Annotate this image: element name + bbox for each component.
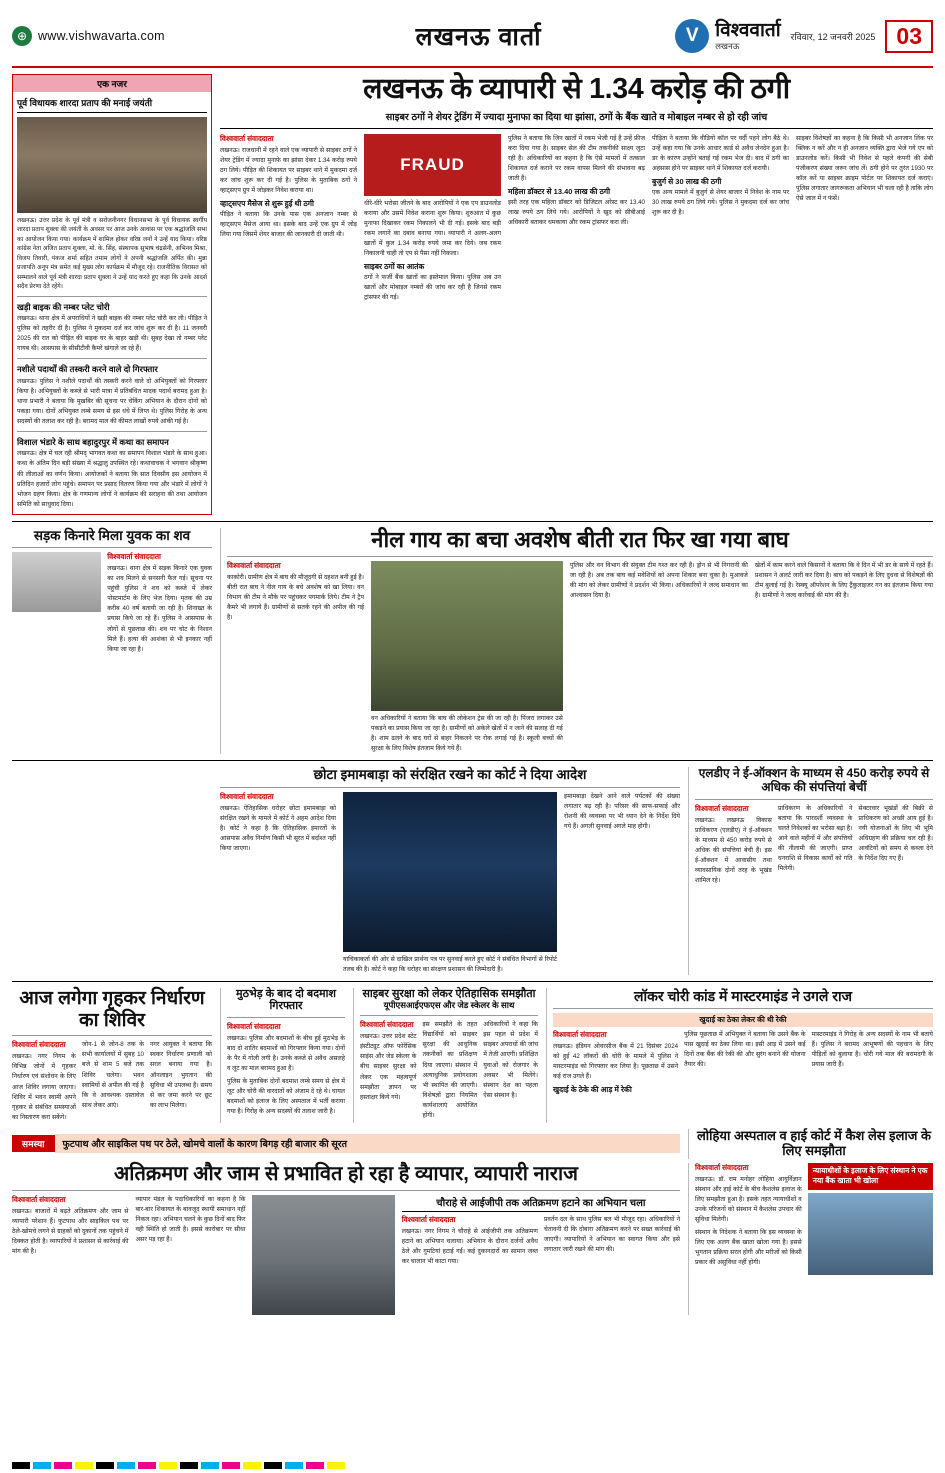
list-item	[17, 302, 207, 355]
paragraph: पुलिस पूछताछ में अभियुक्त ने बताया कि उसने बैंक के पास खुदाई का ठेका लिया था। इसी आड़ में उसने कई दिनों तक बैंक की रेकी की और सुरंग बनाने की योजना तैयार की।	[684, 1030, 806, 1068]
mumbhed-headline: मुठभेड़ के बाद दो बदमाश गिरफ्तार	[236, 987, 336, 1013]
paragraph: पुलिस ने बताया कि जिन खातों में रकम भेजी गई है उन्हें फ्रीज करा दिया गया है। साइबर सेल की टीम तकनीकी साक्ष्य जुटा रही है। अधिकारियों का कहना है कि ऐसे मामलों में तत्काल शिकायत दर्ज कराने पर रकम वापस मिलने की संभावना बढ़ जाती है।	[508, 134, 645, 183]
paragraph: लखनऊ। डॉ. राम मनोहर लोहिया आयुर्विज्ञान संस्थान और हाई कोर्ट के बीच कैशलेस इलाज के लिए समझौता हुआ है। इसके तहत न्यायाधीशों व उनके परिजनों को संस्थान में कैशलेस उपचार की सुविधा मिलेगी।	[695, 1175, 802, 1223]
paragraph: धीरे-धीरे भरोसा जीतने के बाद आरोपियों ने एक एप डाउनलोड कराया और उसमें निवेश कराना शुरू किया। शुरुआत में कुछ मुनाफा दिखाकर रकम निकालने भी दी गई। इसके बाद बड़ी रकम लगाने का दबाव बनाया गया। व्यापारी ने अलग-अलग खातों में कुल 1.34 करोड़ रुपये जमा कर दिये। जब रकम निकालनी चाही तो एप से पैसा नहीं निकला।	[364, 199, 501, 258]
lead-col-1	[220, 134, 357, 303]
globe-icon: ⊕	[12, 26, 32, 46]
section-title: लखनऊ वार्ता	[415, 23, 542, 51]
shav-headline: सड़क किनारे मिला युवक का शव	[33, 527, 191, 543]
forest-team-photo	[371, 561, 563, 711]
byline: विश्ववार्ता संवाददाता	[220, 791, 274, 801]
lead-col-2	[364, 134, 501, 303]
byline: विश्ववार्ता संवाददाता	[553, 1029, 607, 1039]
lohia-story	[688, 1163, 933, 1315]
ek-nazar-column	[12, 74, 212, 515]
lead-subheadline: साइबर ठगों ने शेयर ट्रेडिंग में ज्यादा मुनाफा का दिया था झांसा, ठगों के बैंक खाते व मोबाइल नम्बर से हो रही जांच	[385, 111, 768, 123]
lead-columns	[220, 134, 933, 303]
samasya-tagline: फुटपाथ और साइकिल पथ पर ठेले, खोमचे वालों के कारण बिगड़ रही बाजार की सूरत	[55, 1134, 680, 1153]
masthead	[12, 10, 933, 68]
paragraph: लखनऊ। नगर निगम ने चौराहे से आईजीपी तक अतिक्रमण हटाने का अभियान चलाया। अभियान के दौरान दर्जनों अवैध ठेले और गुमटियां हटाई गईं। कई दुकानदारों का सामान जब्त कर चालान भी काटा गया।	[401, 1227, 538, 1265]
tiger-story	[220, 528, 933, 754]
byline: विश्ववार्ता संवाददाता	[360, 1020, 414, 1030]
traffic-photo	[252, 1195, 394, 1315]
lda-story	[688, 767, 933, 975]
item-text: लखनऊ। क्षेत्र में चल रही श्रीमद् भागवत कथा का समापन विशाल भंडारे के साथ हुआ। कथा के अंतिम दिन बड़ी संख्या में श्रद्धालु उपस्थित रहे। कथावाचक ने भगवान श्रीकृष्ण की लीलाओं का वर्णन किया। आयोजकों ने बताया कि सात दिवसीय इस आयोजन में प्रतिदिन हजारों लोग पहुंचे। समापन पर प्रसाद वितरण किया गया और भंडारे में लोगों ने भोजन ग्रहण किया। क्षेत्र के गणमान्य लोगों ने कार्यक्रम की सराहना की तथा आयोजन समिति को साधुवाद दिया।	[17, 450, 207, 508]
paragraph: प्रवर्तन दल के साथ पुलिस बल भी मौजूद रहा। अधिकारियों ने चेतावनी दी कि दोबारा अतिक्रमण करने पर सख्त कार्रवाई की जाएगी। व्यापारियों ने अभियान का स्वागत किया और इसे लगातार जारी रखने की मांग की।	[543, 1215, 680, 1253]
byline: विश्ववार्ता संवाददाता	[227, 560, 281, 570]
cyber-mou-subheadline: यूपीएसआईएफएस और जेड स्केलर के साथ	[383, 1000, 515, 1011]
cyber-mou-story	[353, 988, 538, 1123]
grihkar-headline: आज लगेगा गृहकर निर्धारण का शिविर	[19, 987, 205, 1031]
top-section	[12, 74, 933, 515]
paragraph: ठगों ने फर्जी बैंक खातों का इस्तेमाल किया। पुलिस अब उन खातों और मोबाइल नम्बरों की जांच कर रही है जिनसे रकम ट्रांसफर की गई।	[364, 274, 501, 302]
masthead-brand	[675, 19, 933, 53]
paragraph: एक अन्य मामले में बुजुर्ग से शेयर बाजार में निवेश के नाम पर 30 लाख रुपये ठग लिये गये। पुलिस ने मुकदमा दर्ज कर जांच शुरू कर दी है।	[652, 189, 789, 217]
paragraph: लखनऊ। इंडियन ओवरसीज बैंक में 21 दिसंबर 2024 को हुई 42 लॉकरों की चोरी के मामले में पुलिस ने मास्टरमाइंड को गिरफ्तार कर लिया है। पूछताछ में उसने कई राज उगले हैं।	[553, 1042, 679, 1080]
lower-section	[12, 988, 933, 1123]
mumbhed-story	[220, 988, 345, 1123]
photo-caption: लखनऊ। उत्तर प्रदेश के पूर्व मंत्री व सरोजनीनगर विधानसभा के पूर्व विधायक स्वर्गीय शारदा प्रताप शुक्ला की जयंती के अवसर पर आज उनके आवास पर एक श्रद्धांजलि सभा का आयोजन किया गया। कार्यक्रम में शामिल होकर वरिष्ठ जनों ने उन्हें याद किया। वरिष्ठ कांग्रेस नेता अजित प्रताप शुक्ला, मो. के. सिंह, संस्थापक सुभाष चंद्रसेनी, अभिनव मिश्रा, विजय तिवारी, पंकज शर्मा सहित तमाम लोगों ने अपनी श्रद्धांजलि अर्पित की। मुन्ना प्रजापति अनूप मंत्र समेत कई मुख्य लोग कार्यक्रम में मौजूद रहे। राजनीतिक विरासत को सम्भालने वाले पूर्व मंत्री शारदा प्रताप शुक्ला ने उन्हें याद करते हुए कहा कि उनके आदर्श सदैव प्रेरणा देते रहेंगे।	[17, 217, 207, 291]
lohia-headline: लोहिया अस्पताल व हाई कोर्ट में कैश लेस इलाज के लिए समझौता	[696, 1127, 931, 1158]
locker-story	[546, 988, 933, 1123]
sub-headline: व्हाट्सएप मैसेज से शुरू हुई थी ठगी	[220, 199, 314, 209]
cmyk-registration-bar	[12, 1462, 345, 1469]
brand-name: विश्ववार्ता	[715, 19, 781, 41]
paragraph: संस्थान के निदेशक ने बताया कि इस व्यवस्था के लिए एक अलग बैंक खाता खोला गया है। इससे भुगतान प्रक्रिया सरल होगी और मरीजों को किसी प्रकार की असुविधा नहीं होगी।	[695, 1228, 802, 1266]
website-url[interactable]: www.vishwavarta.com	[38, 29, 165, 43]
masthead-website[interactable]	[12, 26, 282, 46]
fraud-image: FRAUD	[364, 134, 501, 196]
item-headline: खड़ी बाइक की नम्बर प्लेट चोरी	[17, 301, 110, 312]
paragraph: पुलिस और वन विभाग की संयुक्त टीम गश्त कर रही है। ड्रोन से भी निगरानी की जा रही है। अब तक बाघ कई मवेशियों को अपना शिकार बना चुका है। मुआवजे की मांग को लेकर ग्रामीणों ने प्रदर्शन भी किया। अधिकारियों ने जल्द समाधान का आश्वासन दिया है।	[569, 561, 748, 600]
samasya-band	[12, 1129, 933, 1159]
sub-headline: महिला डॉक्टर से 13.40 लाख की ठगी	[508, 187, 611, 197]
tiger-headline: नील गाय का बचा अवशेष बीती रात फिर खा गया बाघ	[371, 526, 789, 552]
paragraph: नगर आयुक्त ने बताया कि स्वकर निर्धारण प्रणाली को सरल बनाया गया है। ऑनलाइन भुगतान की सुविधा भी उपलब्ध है। समय से कर जमा करने पर छूट का लाभ मिलेगा।	[149, 1041, 213, 1109]
paragraph: लखनऊ। राजधानी में रहने वाले एक व्यापारी से साइबर ठगों ने शेयर ट्रेडिंग में ज्यादा मुनाफे का झांसा देकर 1.34 करोड़ रुपये ठग लिये। पीड़ित की शिकायत पर साइबर थाने में मुकदमा दर्ज कर जांच शुरू कर दी गई है। पुलिस के मुताबिक ठगों ने व्हाट्सएप ग्रुप में जोड़कर निवेश कराया था।	[220, 146, 357, 195]
paragraph: काकोरी। ग्रामीण क्षेत्र में बाघ की मौजूदगी से दहशत बनी हुई है। बीती रात बाघ ने नील गाय के बचे अवशेष को खा लिया। वन विभाग की टीम ने मौके पर पहुंचकर पगमार्क लिये। टीम ने ट्रैप कैमरे भी लगाये हैं। ग्रामीणों से सतर्क रहने की अपील की गई है।	[227, 573, 364, 622]
chauraha-headline: चौराहे से आईजीपी तक अतिक्रमण हटाने का अभियान चला	[402, 1195, 680, 1212]
paragraph: इसी तरह एक महिला डॉक्टर को डिजिटल अरेस्ट कर 13.40 लाख रुपये ठग लिये गये। आरोपियों ने खुद को सीबीआई अधिकारी बताकर धमकाया और रकम ट्रांसफर करा ली।	[508, 199, 645, 227]
page-number: 03	[885, 20, 933, 53]
locker-highlight: खुदाई का ठेका लेकर की थी रेकी	[553, 1013, 933, 1027]
grihkar-story	[12, 988, 212, 1123]
item-headline: नशीले पदार्थों की तस्करी करने वाले दो गिरफ्तार	[17, 364, 158, 375]
nilgai-section	[12, 528, 933, 754]
paragraph: इमामबाड़ा देखने आने वाले पर्यटकों की संख्या लगातार बढ़ रही है। परिसर की साफ-सफाई और रोशनी की व्यवस्था पर भी ध्यान देने के निर्देश दिये गये हैं। अगली सुनवाई अगले माह होगी।	[564, 792, 680, 830]
paragraph: व्यापार मंडल के पदाधिकारियों का कहना है कि बार-बार शिकायत के बावजूद स्थायी समाधान नहीं निकल रहा। अभियान चलने के कुछ दिनों बाद फिर वही स्थिति हो जाती है। इससे कारोबार पर सीधा असर पड़ रहा है।	[135, 1195, 246, 1243]
cyber-mou-headline: साइबर सुरक्षा को लेकर ऐतिहासिक समझौता	[362, 987, 536, 1000]
item-text: लखनऊ। पुलिस ने नशीले पदार्थों की तस्करी करने वाले दो अभियुक्तों को गिरफ्तार किया है। अभियुक्तों के कब्जे से भारी मात्रा में प्रतिबंधित मादक पदार्थ बरामद हुआ है। थाना प्रभारी ने बताया कि मुखबिर की सूचना पर चेकिंग अभियान के दौरान दोनों को पकड़ा गया। दोनों अभियुक्त लम्बे समय से इस धंधे में लिप्त थे। पुलिस गिरोह के अन्य सदस्यों की तलाश कर रही है। बरामद माल की कीमत लाखों रुपये आंकी गई है।	[17, 377, 207, 425]
paragraph: वन अधिकारियों ने बताया कि बाघ की लोकेशन ट्रेस की जा रही है। पिंजरा लगाकर उसे पकड़ने का प्रयास किया जा रहा है। ग्रामीणों को अकेले खेतों में न जाने की सलाह दी गई है। शाम ढलने के बाद घरों से बाहर निकलने पर रोक लगाई गई है। स्कूली बच्चों की सुरक्षा के लिए विशेष इंतजाम किये गये हैं।	[371, 714, 563, 753]
paragraph: लखनऊ। उत्तर प्रदेश स्टेट इंस्टीट्यूट ऑफ फोरेंसिक साइंस और जेड स्केलर के बीच साइबर सुरक्षा को लेकर एक महत्वपूर्ण समझौता ज्ञापन पर हस्ताक्षर किये गये।	[360, 1033, 417, 1101]
atikraman-story	[12, 1163, 680, 1315]
paragraph: पीड़ित ने बताया कि उनके पास एक अनजान नम्बर से व्हाट्सएप मैसेज आया था। इसके बाद उन्हें एक ग्रुप में जोड़ लिया गया जिसमें शेयर बाजार की जानकारी दी जाती थी।	[220, 211, 357, 239]
ek-nazar-box	[12, 74, 212, 515]
lead-col-5	[796, 134, 933, 303]
sub-headline: खुदाई के ठेके की आड़ में रेकी	[553, 1084, 632, 1094]
brand-city: लखनऊ	[715, 40, 740, 51]
paragraph: पीड़िता ने बताया कि वीडियो कॉल पर वर्दी पहने लोग बैठे थे। उन्हें कहा गया कि उनके आधार कार्ड से अवैध लेनदेन हुआ है। डर के कारण उन्होंने बताई गई रकम भेज दी। बाद में ठगी का अहसास होने पर साइबर थाने में शिकायत दर्ज करायी।	[652, 134, 789, 173]
grihkar-placeholder	[12, 767, 212, 975]
shardha-pratap-photo	[17, 117, 207, 213]
locker-headline: लॉकर चोरी कांड में मास्टरमाइंड ने उगले राज	[633, 987, 853, 1004]
middle-section	[12, 767, 933, 975]
shav-story	[12, 528, 212, 754]
sub-headline: साइबर ठगों का आतंक	[364, 262, 425, 272]
list-item	[17, 364, 207, 427]
byline: विश्ववार्ता संवाददाता	[12, 1040, 66, 1050]
paragraph: जोन-1 से जोन-8 तक के सभी कार्यालयों में सुबह 10 बजे से शाम 5 बजे तक शिविर चलेगा। भवन स्वामियों से अपील की गई है कि वे आवश्यक दस्तावेज साथ लेकर आएं।	[81, 1041, 144, 1109]
paragraph: मास्टरमाइंड ने गिरोह के अन्य सदस्यों के नाम भी बताये हैं। पुलिस ने बरामद आभूषणों की पहचान के लिए पीड़ितों को बुलाया है। चोरी गये माल की बरामदगी के प्रयास जारी हैं।	[811, 1030, 933, 1068]
paragraph: प्राधिकरण के अधिकारियों ने बताया कि पारदर्शी व्यवस्था के चलते निवेशकों का भरोसा बढ़ा है। आने वाले महीनों में और संपत्तियों की नीलामी की जाएगी। प्राप्त धनराशि से विकास कार्यों को गति मिलेगी।	[777, 804, 853, 872]
item-headline: विशाल भंडारे के साथ बहादुरपुर में कथा का समापन	[17, 436, 169, 447]
atikraman-headline: अतिक्रमण और जाम से प्रभावित हो रहा है व्यापार, व्यापारी नाराज	[114, 1162, 578, 1185]
sub-headline: बुजुर्ग से 30 लाख की ठगी	[652, 177, 722, 187]
paragraph: याचिकाकर्ता की ओर से दाखिल प्रार्थना पत्र पर सुनवाई करते हुए कोर्ट ने संबंधित विभागों से रिपोर्ट तलब की है। कोर्ट ने कहा कि धरोहर का संरक्षण प्रशासन की जिम्मेदारी है।	[342, 955, 558, 973]
list-item	[17, 437, 207, 510]
paragraph: खेतों में काम करने वाले किसानों ने बताया कि वे दिन में भी डर के साये में रहते हैं। प्रशासन ने अलर्ट जारी कर दिया है। बाघ को पकड़ने के लिए दुधवा से विशेषज्ञों की टीम बुलाई गई है। रेस्क्यू ऑपरेशन के लिए ट्रैंकुलाइजर गन का इंतजाम किया गया है। ग्रामीणों ने जल्द कार्रवाई की मांग की है।	[754, 561, 933, 600]
lead-col-4	[652, 134, 789, 303]
byline: विश्ववार्ता संवाददाता	[107, 552, 161, 562]
paragraph: पुलिस के मुताबिक दोनों बदमाश लम्बे समय से क्षेत्र में लूट और चोरी की वारदातों को अंजाम दे रहे थे। घायल बदमाशों को इलाज के लिए अस्पताल में भर्ती कराया गया है। गिरोह के अन्य सदस्यों की तलाश जारी है।	[227, 1078, 345, 1116]
bottom-section	[12, 1163, 933, 1315]
lda-headline: एलडीए ने ई-ऑक्शन के माध्यम से 450 करोड़ रुपये से अधिक की संपत्तियां बेचीं	[698, 766, 930, 794]
ek-nazar-tag: एक नजर	[13, 75, 211, 92]
byline: विश्ववार्ता संवाददाता	[220, 133, 274, 143]
imambara-headline: छोटा इमामबाड़ा को संरक्षित रखने का कोर्ट ने दिया आदेश	[313, 767, 587, 783]
paragraph: लखनऊ। लखनऊ विकास प्राधिकरण (एलडीए) ने ई-ऑक्शन के माध्यम से 450 करोड़ रुपये से अधिक की संपत्तियां बेची हैं। इस ई-ऑक्शन में आवासीय तथा व्यावसायिक दोनों तरह के भूखंड शामिल रहे।	[695, 816, 772, 884]
paragraph: अधिकारियों ने कहा कि इस पहल से प्रदेश में साइबर अपराधों की जांच में तेजी आएगी। प्रशिक्षित युवाओं को रोजगार के अवसर भी मिलेंगे। संस्थान देश का पहला ऐसा संस्थान है।	[483, 1021, 538, 1099]
byline: विश्ववार्ता संवाददाता	[12, 1194, 66, 1204]
brand	[675, 19, 780, 53]
lohia-box-text: न्यायाधीशों के इलाज के लिए संस्थान ने एक नया बैंक खाता भी खोला	[808, 1163, 933, 1190]
bank-building-photo	[808, 1193, 933, 1275]
byline: विश्ववार्ता संवाददाता	[401, 1214, 456, 1224]
lead-headline: लखनऊ के व्यापारी से 1.34 करोड़ की ठगी	[363, 73, 790, 105]
ek-nazar-headline: पूर्व विधायक शारदा प्रताप की मनाई जयंती	[17, 96, 207, 113]
byline: विश्ववार्ता संवाददाता	[695, 803, 749, 813]
imambara-story	[220, 767, 680, 975]
imambara-photo	[343, 792, 557, 952]
paragraph: लखनऊ। थाना क्षेत्र में सड़क किनारे एक युवक का शव मिलने से सनसनी फैल गई। सूचना पर पहुंची पुलिस ने शव को कब्जे में लेकर पोस्टमार्टम के लिए भेज दिया। मृतक की उम्र करीब 40 वर्ष बतायी जा रही है। शिनाख्त के प्रयास किये जा रहे हैं। पुलिस ने आसपास के लोगों से पूछताछ की। शव पर चोट के निशान मिले हैं। हत्या की आशंका से भी इनकार नहीं किया जा रहा है।	[107, 565, 212, 653]
paragraph: लखनऊ। नगर निगम के विभिन्न जोनों में गृहकर निर्धारण एवं संशोधन के लिए आज शिविर लगाया जाएगा। शिविर में भवन स्वामी अपने गृहकर से संबंधित समस्याओं का निस्तारण करा सकेंगे।	[12, 1053, 76, 1121]
vishwavarta-logo-icon: V	[675, 19, 709, 53]
issue-date: रविवार, 12 जनवरी 2025	[790, 31, 876, 42]
body-photo	[12, 552, 101, 612]
paragraph: सेक्टरवार भूखंडों की बिक्री से प्राधिकरण को अच्छी आय हुई है। नयी योजनाओं के लिए भी भूमि अधिग्रहण की प्रक्रिया चल रही है। आवंटियों को समय से कब्जा देने के निर्देश दिए गए हैं।	[858, 804, 933, 862]
paragraph: लखनऊ। पुलिस और बदमाशों के बीच हुई मुठभेड़ के बाद दो शातिर बदमाशों को गिरफ्तार किया गया। दोनों के पैर में गोली लगी है। उनके कब्जे से अवैध असलहे व लूट का माल बरामद हुआ है।	[227, 1034, 345, 1073]
lead-story	[220, 74, 933, 515]
byline: विश्ववार्ता संवाददाता	[227, 1021, 281, 1031]
paragraph: लखनऊ। बाजारों में बढ़ते अतिक्रमण और जाम से व्यापारी परेशान हैं। फुटपाथ और साइकिल पथ पर ठेले-खोमचे लगने से ग्राहकों को दुकानों तक पहुंचने में दिक्कत होती है। व्यापारियों ने प्रशासन से कार्रवाई की मांग की है।	[12, 1207, 129, 1255]
paragraph: इस समझौते के तहत विद्यार्थियों को साइबर सुरक्षा की आधुनिक तकनीकों का प्रशिक्षण दिया जाएगा। संस्थान में अत्याधुनिक प्रयोगशाला भी स्थापित की जाएगी। विशेषज्ञों द्वारा नियमित कार्यशालाएं आयोजित होंगी।	[422, 1021, 478, 1119]
samasya-tag: समस्या	[12, 1135, 55, 1152]
lead-col-3	[508, 134, 645, 303]
item-text: लखनऊ। थाना क्षेत्र में अपराधियों ने खड़ी बाइक की नम्बर प्लेट चोरी कर ली। पीड़ित ने पुलिस को तहरीर दी है। पुलिस ने मुकदमा दर्ज कर जांच शुरू कर दी है। 11 जनवरी 2025 की रात को पीड़ित की बाइक घर के बाहर खड़ी थी। सुबह देखा तो नम्बर प्लेट गायब थी। आसपास के सीसीटीवी कैमरे खंगाले जा रहे हैं।	[17, 315, 207, 353]
byline: विश्ववार्ता संवाददाता	[695, 1162, 749, 1172]
paragraph: साइबर विशेषज्ञों का कहना है कि किसी भी अनजान लिंक पर क्लिक न करें और न ही अनजान व्यक्ति द्वारा भेजे गये एप को डाउनलोड करें। किसी भी निवेश से पहले कंपनी की सेबी पंजीकरण संख्या जरूर जांच लें। ठगी होने पर तुरंत 1930 पर कॉल करें या साइबर क्राइम पोर्टल पर शिकायत दर्ज कराएं। पुलिस लगातार जागरूकता अभियान भी चला रही है ताकि लोग ऐसे जाल में न फंसें।	[796, 134, 933, 203]
paragraph: लखनऊ। ऐतिहासिक धरोहर छोटा इमामबाड़ा को संरक्षित रखने के मामले में कोर्ट ने अहम आदेश दिया है। कोर्ट ने कहा है कि ऐतिहासिक इमारतों के आसपास अवैध निर्माण किसी भी सूरत में बर्दाश्त नहीं किया जाएगा।	[220, 804, 336, 852]
